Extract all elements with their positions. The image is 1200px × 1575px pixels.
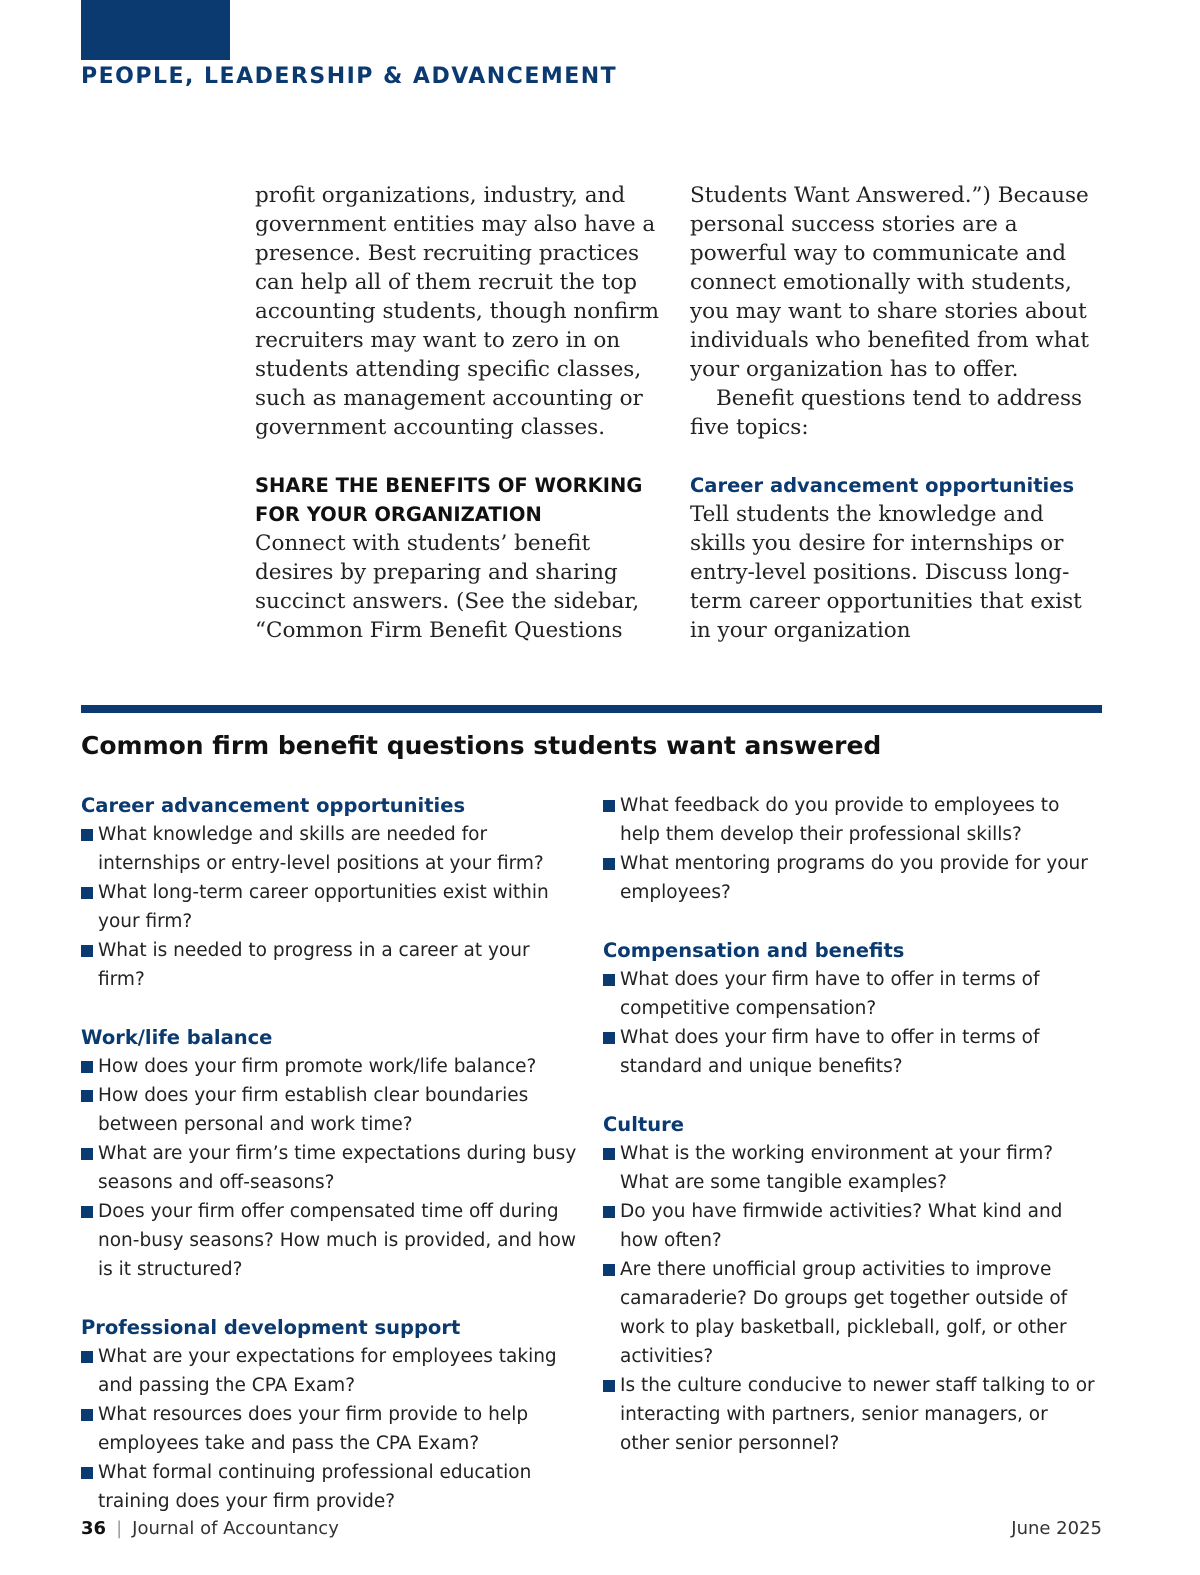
article-subhead-career: Career advancement opportunities <box>690 474 1075 497</box>
square-bullet-icon <box>603 1206 615 1218</box>
article-column-right <box>690 181 1102 645</box>
sidebar-heading-worklife: Work/life balance <box>81 1026 273 1049</box>
sidebar-heading-profdev: Professional development support <box>81 1316 461 1339</box>
article-column-left <box>255 181 667 645</box>
list-item: Is the culture conducive to newer staff talking to or interacting with partners, senior managers, or other senior personnel? <box>603 1371 1102 1458</box>
list-item: How does your firm promote work/life balance? <box>81 1052 581 1081</box>
square-bullet-icon <box>81 945 93 957</box>
square-bullet-icon <box>603 1148 615 1160</box>
sidebar-heading-culture: Culture <box>603 1113 684 1136</box>
list-item: What are your firm’s time expectations during busy seasons and off-seasons? <box>81 1139 581 1197</box>
square-bullet-icon <box>81 1090 93 1102</box>
square-bullet-icon <box>81 887 93 899</box>
list-item: What does your firm have to offer in terms of competitive compensation? <box>603 965 1102 1023</box>
square-bullet-icon <box>603 858 615 870</box>
article-subhead: SHARE THE BENEFITS OF WORKING FOR YOUR ORGANIZATION <box>255 474 643 526</box>
article-paragraph: Tell students the knowledge and skills you desire for internships or entry-level positions. Discuss long-term career opportunities that exist in your organization <box>690 502 1082 643</box>
sidebar-list-profdev-continued <box>603 791 1102 907</box>
list-item: What feedback do you provide to employees to help them develop their professional skills? <box>603 791 1102 849</box>
list-item: What formal continuing professional education training does your firm provide? <box>81 1458 581 1516</box>
sidebar-list-compensation <box>603 965 1102 1081</box>
list-item: Do you have firmwide activities? What kind and how often? <box>603 1197 1102 1255</box>
section-label: PEOPLE, LEADERSHIP & ADVANCEMENT <box>81 64 618 89</box>
list-item: What resources does your firm provide to help employees take and pass the CPA Exam? <box>81 1400 581 1458</box>
sidebar-list-worklife <box>81 1052 581 1284</box>
sidebar-list-profdev <box>81 1342 581 1516</box>
article-paragraph: Benefit questions tend to address five topics: <box>690 386 1083 440</box>
page-number: 36 <box>81 1518 107 1539</box>
square-bullet-icon <box>603 800 615 812</box>
sidebar-list-career <box>81 820 581 994</box>
square-bullet-icon <box>603 974 615 986</box>
sidebar-top-rule <box>81 705 1102 713</box>
article-paragraph: profit organizations, industry, and government entities may also have a presence. Best recruiting practices can help all of them recruit the top accounting students, though nonfirm recruiters may want to zero in on students attending specific classes, such as management accounting or government accounting classes. <box>255 183 660 440</box>
square-bullet-icon <box>603 1380 615 1392</box>
footer-left <box>81 1518 339 1539</box>
square-bullet-icon <box>603 1264 615 1276</box>
list-item: What mentoring programs do you provide for your employees? <box>603 849 1102 907</box>
list-item: What knowledge and skills are needed for internships or entry-level positions at your firm? <box>81 820 581 878</box>
list-item: What are your expectations for employees taking and passing the CPA Exam? <box>81 1342 581 1400</box>
square-bullet-icon <box>603 1032 615 1044</box>
list-item: Are there unofficial group activities to improve camaraderie? Do groups get together outside of work to play basketball, pickleball, golf, or other activities? <box>603 1255 1102 1371</box>
sidebar-column-left <box>81 791 581 1516</box>
sidebar-list-culture <box>603 1139 1102 1458</box>
square-bullet-icon <box>81 1148 93 1160</box>
publication-name: Journal of Accountancy <box>132 1518 339 1539</box>
list-item: What is needed to progress in a career at your firm? <box>81 936 581 994</box>
list-item: What long-term career opportunities exist within your firm? <box>81 878 581 936</box>
square-bullet-icon <box>81 1206 93 1218</box>
square-bullet-icon <box>81 1467 93 1479</box>
sidebar-heading-compensation: Compensation and benefits <box>603 939 905 962</box>
article-paragraph: Connect with students’ benefit desires by preparing and sharing succinct answers. (See the sidebar, “Common Firm Benefit Questions <box>255 531 640 643</box>
square-bullet-icon <box>81 829 93 841</box>
issue-date: June 2025 <box>1011 1518 1102 1539</box>
sidebar-title: Common firm benefit questions students want answered <box>81 731 882 760</box>
sidebar-heading-career: Career advancement opportunities <box>81 794 466 817</box>
article-paragraph: Students Want Answered.”) Because personal success stories are a powerful way to communicate and connect emotionally with students, you may want to share stories about individuals who benefited from what your organization has to offer. <box>690 183 1090 382</box>
square-bullet-icon <box>81 1351 93 1363</box>
list-item: What is the working environment at your firm? What are some tangible examples? <box>603 1139 1102 1197</box>
list-item: How does your firm establish clear boundaries between personal and work time? <box>81 1081 581 1139</box>
square-bullet-icon <box>81 1409 93 1421</box>
sidebar-column-right <box>603 791 1102 1458</box>
square-bullet-icon <box>81 1061 93 1073</box>
list-item: Does your firm offer compensated time off during non-busy seasons? How much is provided, and how is it structured? <box>81 1197 581 1284</box>
list-item: What does your firm have to offer in terms of standard and unique benefits? <box>603 1023 1102 1081</box>
header-color-block <box>81 0 230 60</box>
footer-separator: | <box>116 1518 123 1539</box>
